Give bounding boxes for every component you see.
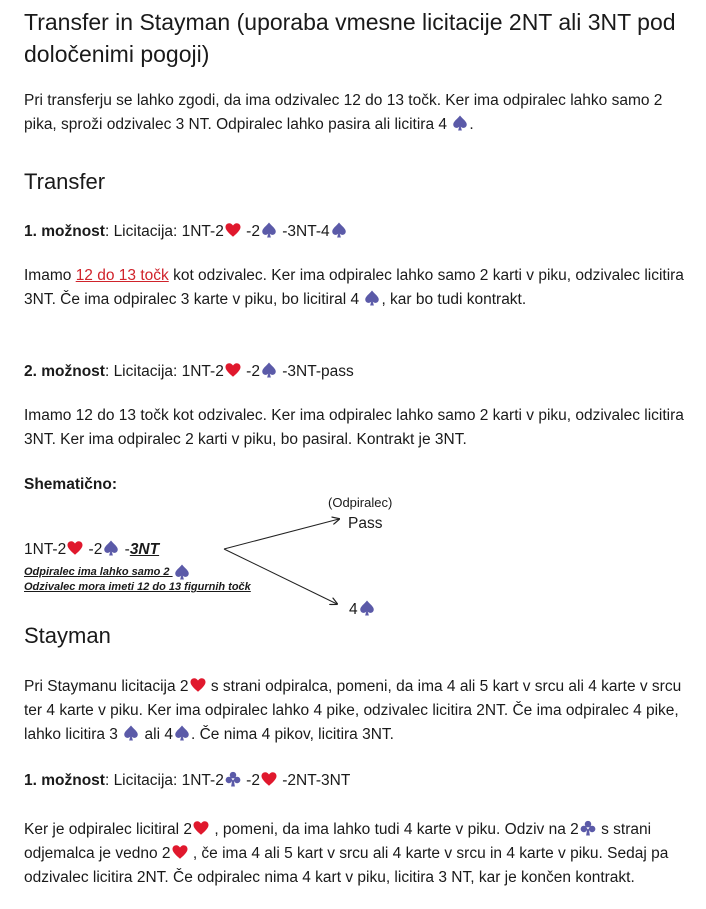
spade-icon bbox=[122, 724, 140, 742]
transfer-option1-bid: 1. možnost: Licitacija: 1NT-2 -2 -3NT-4 bbox=[24, 220, 689, 244]
transfer-heading: Transfer bbox=[24, 169, 106, 194]
points-link[interactable]: 12 do 13 točk bbox=[75, 267, 169, 284]
transfer-option2-bid: 2. možnost: Licitacija: 1NT-2 -2 -3NT-pass bbox=[24, 363, 354, 380]
stayman-heading: Stayman bbox=[24, 623, 111, 648]
stayman-paragraph1: Pri Staymanu licitacija 2 s strani odpiralca, pomeni, da ima 4 ali 5 kart v srcu ali 4 karte v srcu ter 4 karte v piku. Ker ima odpiralec lahko 4 pike, odzivalec licitira 2NT. Če ima odpiralec 4 pike, lahko licitira 3 ali 4 . Če nima 4 pikov, licitira 3NT. bbox=[24, 678, 682, 743]
opener-label: (Odpiralec) bbox=[328, 495, 393, 510]
transfer-option2-paragraph: Imamo 12 do 13 točk kot odzivalec. Ker ima odpiralec lahko samo 2 karti v piku, odzivalec licitira 3NT. Ker ima odpiralec 2 karti v piku, bo pasiral. Kontrakt je 3NT. bbox=[24, 407, 684, 448]
stayman-paragraph2: Ker je odpiralec licitiral 2 , pomeni, da ima lahko tudi 4 karte v piku. Odziv na 2 s strani odjemalca je vedno 2 , če ima 4 ali 5 kart v srcu ali 4 karte v srcu in 4 karte v piku. Sedaj pa odzivalec licitira 2NT. Če odpiralec nima 4 kart v piku, licitira 3 NT, kar je končen kontrakt. bbox=[24, 821, 669, 886]
page-title: Transfer in Stayman (uporaba vmesne licitacije 2NT ali 3NT pod določenimi pogoji) bbox=[24, 9, 676, 67]
bid-3nt: 3NT bbox=[129, 541, 160, 558]
club-icon bbox=[579, 819, 597, 837]
schema-label: Shematično: bbox=[24, 476, 118, 493]
intro-paragraph: Pri transferju se lahko zgodi, da ima odzivalec 12 do 13 točk. Ker ima odpiralec lahko samo 2 pika, sproži odzivalec 3 NT. Odpiralec lahko pasira ali licitira 4 . bbox=[24, 92, 663, 133]
four-spades-label: 4 bbox=[349, 599, 376, 619]
heart-icon bbox=[260, 770, 278, 788]
transfer-option1-paragraph: Imamo 12 do 13 točk kot odzivalec. Ker ima odpiralec lahko samo 2 karti v piku, odzivalec licitira 3NT. Če ima odpiralec 3 karte v piku, bo licitiral 4 , kar bo tudi kontrakt. bbox=[24, 267, 684, 308]
spade-icon bbox=[173, 724, 191, 742]
heart-icon bbox=[192, 819, 210, 837]
stayman-option1-bid: 1. možnost: Licitacija: 1NT-2 -2 -2NT-3NT bbox=[24, 772, 351, 789]
schema-bid: 1NT-2 -2 -3NT bbox=[24, 541, 160, 558]
heart-icon bbox=[189, 676, 207, 694]
schema-note-responder: Odzivalec mora imeti 12 do 13 figurnih točk bbox=[24, 581, 251, 593]
heart-icon bbox=[171, 843, 189, 861]
pass-label: Pass bbox=[348, 515, 383, 532]
schema-note-opener: Odpiralec ima lahko samo 2 bbox=[24, 563, 187, 579]
club-icon bbox=[224, 770, 242, 788]
